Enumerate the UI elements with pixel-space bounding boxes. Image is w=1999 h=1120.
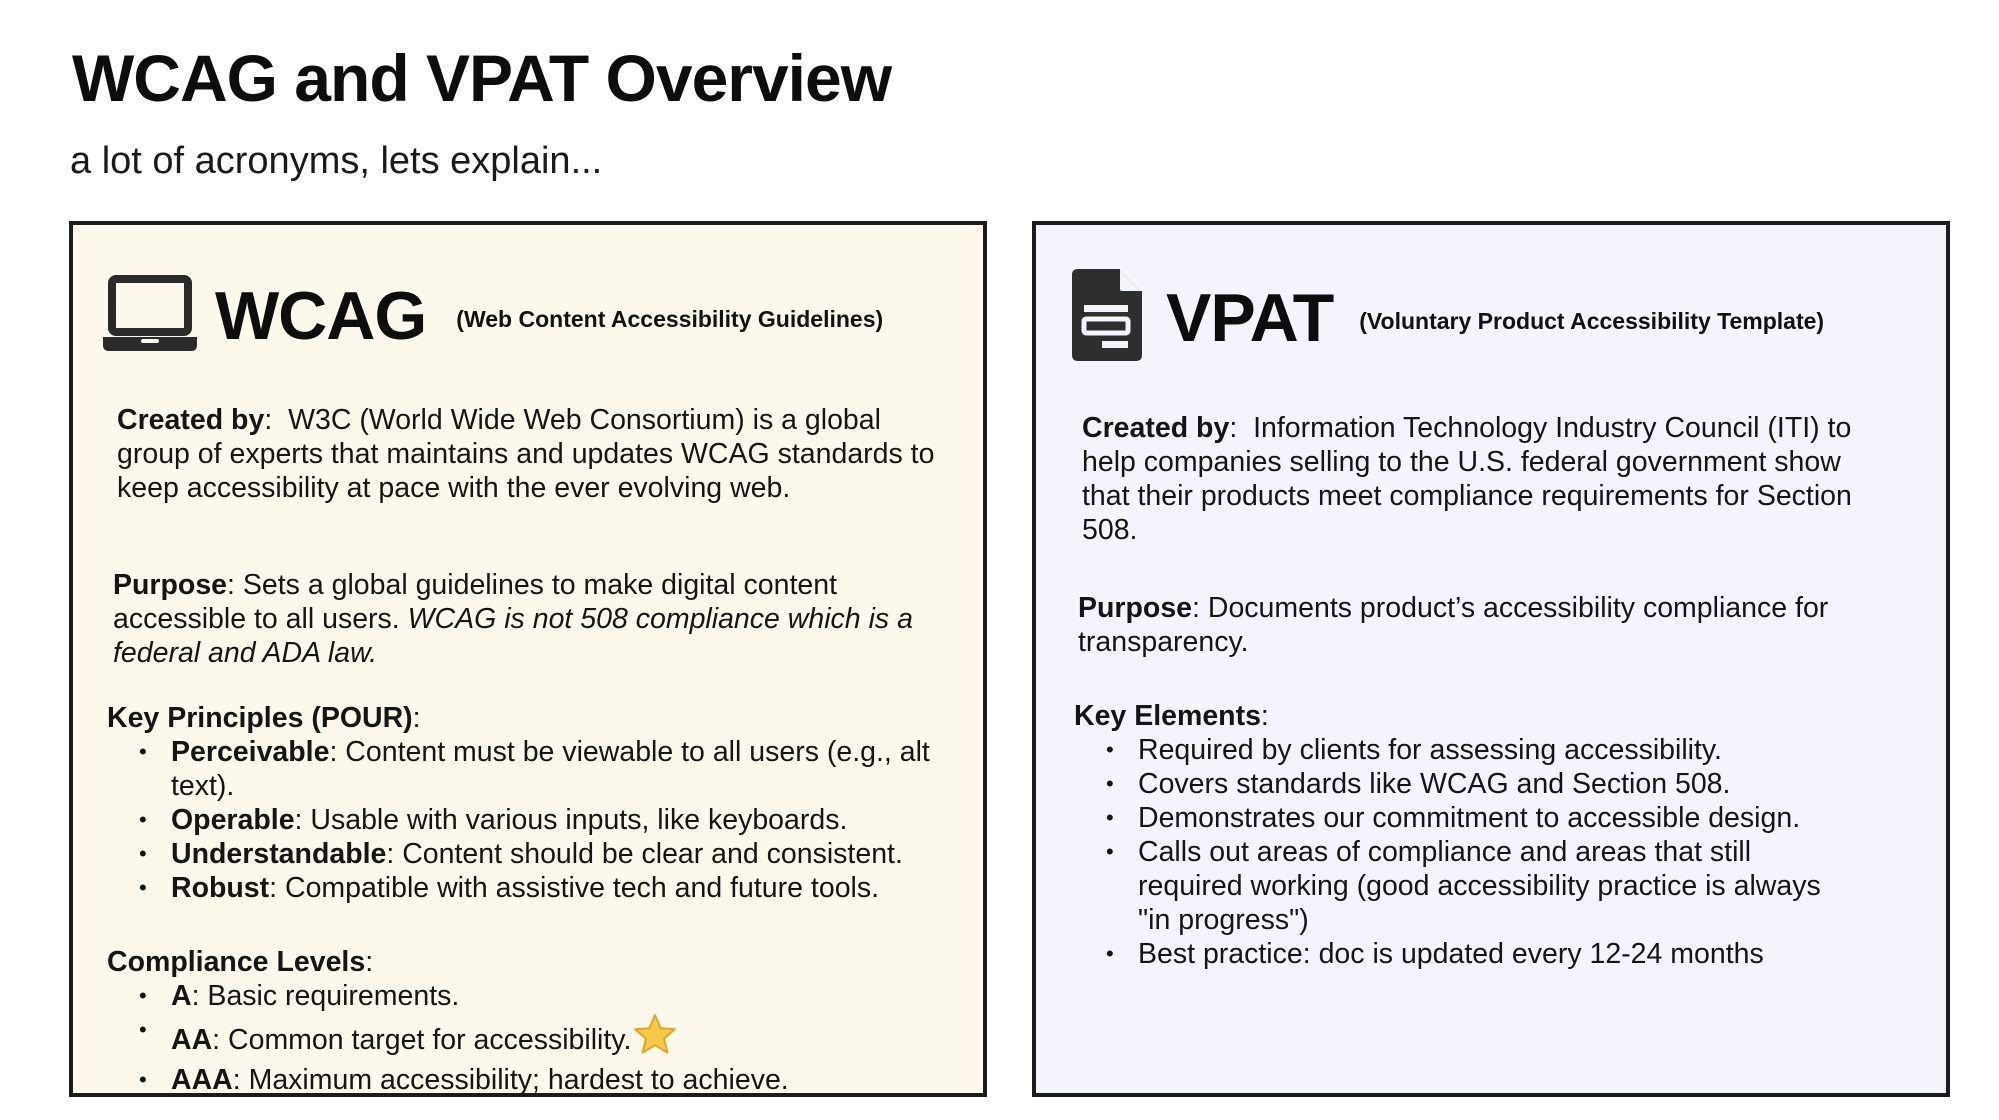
wcag-header (103, 275, 883, 356)
wcag-purpose-text: Sets a global guidelines to make digital content accessible to all users. (113, 569, 838, 635)
vpat-fullname: (Voluntary Product Accessibility Template) (1359, 308, 1825, 334)
principle-term: Robust (171, 872, 270, 904)
principle-text: : Usable with various inputs, like keyboards. (294, 804, 848, 836)
wcag-purpose-label: Purpose (113, 569, 228, 601)
level-text: : Basic requirements. (191, 980, 460, 1012)
wcag-levels (107, 945, 957, 1097)
wcag-purpose-italic: WCAG is not 508 compliance which is a federal and ADA law. (113, 603, 913, 669)
vpat-created-by (1082, 411, 1882, 547)
list-item: • Covers standards like WCAG and Section 508. (1074, 767, 1844, 801)
level-term: AAA (171, 1064, 233, 1096)
document-icon (1072, 269, 1142, 366)
level-term: AA (171, 1024, 213, 1056)
list-item: • Best practice: doc is updated every 12-24 months (1074, 937, 1844, 971)
wcag-principles-list (107, 735, 957, 905)
wcag-name: WCAG (215, 277, 427, 354)
star-icon (633, 1013, 677, 1063)
principle-text: : Compatible with assistive tech and future tools. (269, 872, 880, 904)
principle-term: Operable (171, 804, 295, 836)
wcag-principles-heading (107, 701, 957, 735)
list-item (107, 1013, 957, 1063)
wcag-purpose (113, 568, 943, 670)
page-title: WCAG and VPAT Overview (72, 41, 892, 115)
list-item (107, 871, 957, 905)
wcag-created-by-text: W3C (World Wide Web Consortium) is a global group of experts that maintains and updates WCAG standards to keep accessibility at pace with the ever evolving web. (117, 404, 943, 504)
wcag-fullname: (Web Content Accessibility Guidelines) (456, 306, 884, 332)
vpat-elements-heading (1074, 699, 1924, 733)
principle-term: Perceivable (171, 736, 330, 768)
vpat-purpose (1078, 591, 1918, 659)
list-item: • Demonstrates our commitment to accessible design. (1074, 801, 1844, 835)
level-text: : Common target for accessibility. (212, 1024, 632, 1056)
page-subtitle: a lot of acronyms, lets explain... (70, 140, 603, 182)
wcag-card (69, 221, 987, 1097)
wcag-principles-colon: : (412, 702, 421, 734)
vpat-created-by-text: Information Technology Industry Council (ITI) to help companies selling to the U.S. federal government show that their products meet compliance requirements for Section 508. (1082, 412, 1860, 546)
vpat-created-by-colon: : (1229, 412, 1238, 444)
vpat-elements-label: Key Elements (1074, 700, 1261, 732)
level-term: A (171, 980, 192, 1012)
vpat-header (1072, 269, 1824, 366)
level-text: : Maximum accessibility; hardest to achieve. (232, 1064, 789, 1096)
vpat-created-by-label: Created by (1082, 412, 1230, 444)
list-item: • Required by clients for assessing accessibility. (1074, 733, 1844, 767)
vpat-name: VPAT (1166, 279, 1334, 356)
wcag-levels-list (107, 979, 957, 1097)
list-item (107, 803, 957, 837)
wcag-principles-label: Key Principles (POUR) (107, 702, 413, 734)
wcag-levels-label: Compliance Levels (107, 946, 366, 978)
principle-text: : Content should be clear and consistent. (386, 838, 903, 870)
wcag-levels-heading (107, 945, 957, 979)
wcag-created-by (117, 403, 947, 505)
wcag-created-by-colon: : (264, 404, 273, 436)
vpat-purpose-text: Documents product’s accessibility compliance for transparency. (1078, 592, 1829, 658)
laptop-icon (103, 275, 197, 356)
principle-term: Understandable (171, 838, 387, 870)
vpat-purpose-colon: : (1192, 592, 1208, 624)
list-item (107, 979, 957, 1013)
list-item (107, 837, 957, 871)
wcag-levels-colon: : (365, 946, 374, 978)
vpat-elements (1074, 699, 1924, 971)
list-item (107, 1063, 957, 1097)
vpat-card (1032, 221, 1950, 1097)
vpat-elements-colon: : (1260, 700, 1269, 732)
list-item: • Calls out areas of compliance and areas that still required working (good accessibility practice is always "in progress") (1074, 835, 1844, 937)
vpat-elements-list (1074, 733, 1844, 971)
wcag-principles (107, 701, 957, 905)
wcag-created-by-label: Created by (117, 404, 265, 436)
list-item (107, 735, 957, 803)
vpat-purpose-label: Purpose (1078, 592, 1193, 624)
wcag-purpose-colon: : (227, 569, 243, 601)
principle-text: : Content must be viewable to all users (e.g., alt text). (171, 736, 930, 802)
